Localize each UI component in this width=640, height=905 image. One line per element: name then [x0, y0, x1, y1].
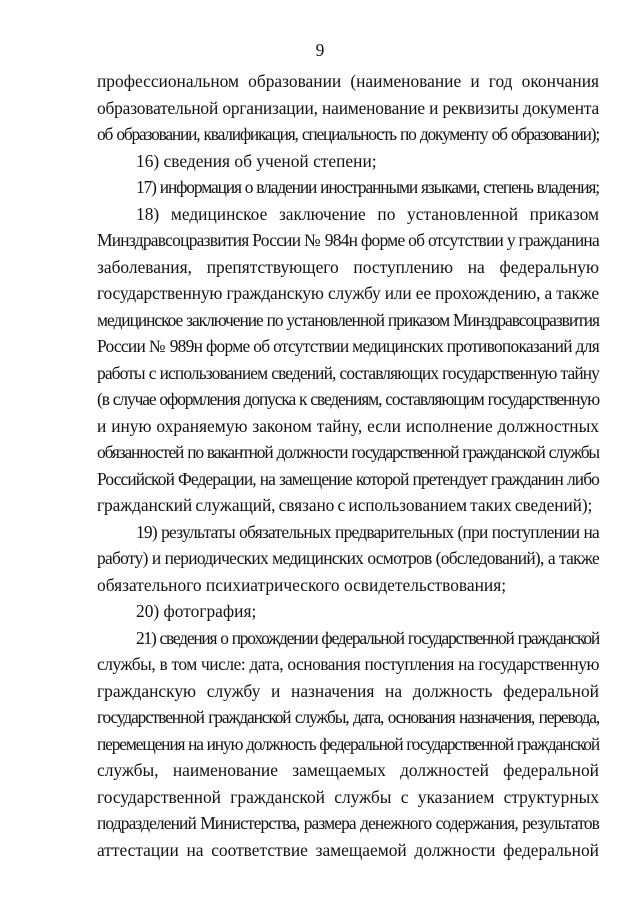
text-line: обязательного психиатрического освидетельствования;: [97, 574, 507, 595]
text-line: службы, в том числе: дата, основания поступления на государственную: [97, 654, 599, 674]
text-line: заболевания, препятствующего поступлению на федеральную: [97, 256, 599, 277]
text-line: Российской Федерации, на замещение которой претендует гражданин либо: [97, 468, 599, 489]
text-line: 20) фотография;: [136, 601, 257, 621]
page-number: 9: [315, 40, 325, 60]
text-line: государственной гражданской службы, дата, основания назначения, перевода,: [97, 707, 599, 727]
text-line: перемещения на иную должность федеральной государственной гражданской: [97, 733, 599, 754]
text-line: государственной гражданской службы с указанием структурных: [97, 786, 599, 807]
text-line: 19) результаты обязательных предварительных (при поступлении на: [136, 521, 599, 542]
text-line: 21) сведения о прохождении федеральной государственной гражданской: [136, 627, 599, 648]
text-line: гражданский служащий, связано с использованием таких сведений);: [97, 495, 593, 515]
text-line: профессиональном образовании (наименование и год окончания: [97, 71, 599, 91]
text-line: работу) и периодических медицинских осмотров (обследований), а также: [97, 548, 599, 568]
text-line: об образовании, квалификация, специальность по документу об образовании);: [97, 124, 599, 144]
text-line: службы, наименование замещаемых должностей федеральной: [97, 760, 599, 780]
text-line: образовательной организации, наименование и реквизиты документа: [97, 97, 599, 118]
text-line: 18) медицинское заключение по установленной приказом: [136, 203, 599, 224]
text-line: обязанностей по вакантной должности государственной гражданской службы: [97, 442, 599, 462]
text-line: (в случае оформления допуска к сведениям, составляющим государственную: [97, 389, 599, 409]
text-line: медицинское заключение по установленной приказом Минздравсоцразвития: [97, 309, 599, 330]
text-line: России № 989н форме об отсутствии медицинских противопоказаний для: [97, 336, 599, 356]
text-line: гражданскую службу и назначения на должность федеральной: [97, 680, 599, 701]
text-line: 17) информация о владении иностранными языками, степень владения;: [136, 177, 599, 197]
text-line: и иную охраняемую законом тайну, если исполнение должностных: [97, 415, 599, 436]
text-line: работы с использованием сведений, составляющих государственную тайну: [97, 362, 599, 383]
text-line: подразделений Министерства, размера денежного содержания, результатов: [97, 813, 599, 833]
text-line: аттестации на соответствие замещаемой должности федеральной: [97, 839, 599, 860]
text-line: 16) сведения об ученой степени;: [136, 150, 377, 171]
text-line: государственную гражданскую службу или ее прохождению, а также: [97, 283, 599, 303]
text-line: Минздравсоцразвития России № 984н форме об отсутствии у гражданина: [97, 230, 599, 250]
document-body: [97, 68, 599, 863]
